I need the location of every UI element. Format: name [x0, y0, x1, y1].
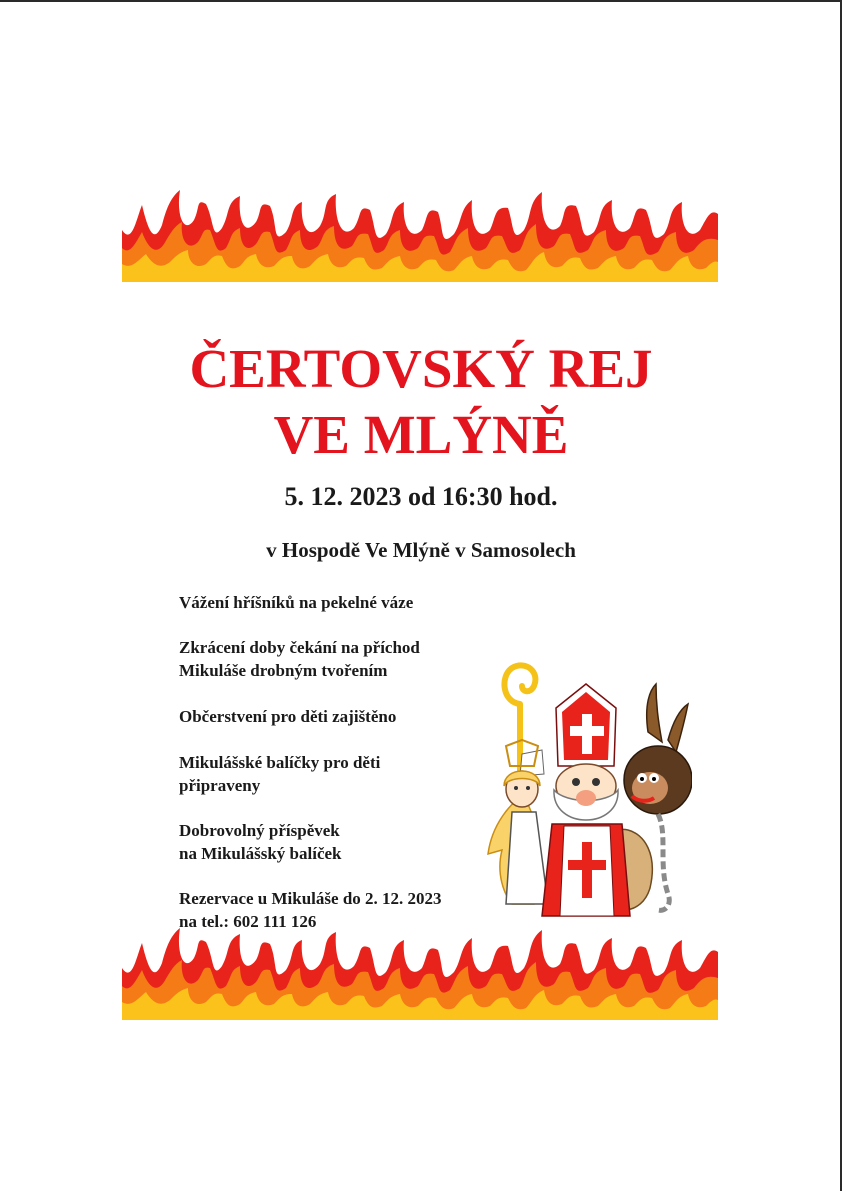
program-item-contribution	[179, 819, 342, 865]
program-item-weighing	[179, 591, 413, 614]
program-item-line: Rezervace u Mikuláše do 2. 12. 2023	[179, 889, 442, 908]
event-date-time: 5. 12. 2023 od 16:30 hod.	[284, 482, 558, 511]
program-item-line: Občerstvení pro děti zajištěno	[179, 707, 397, 726]
title-line-2: VE MLÝNĚ	[273, 404, 569, 465]
title-line-1: ČERTOVSKÝ REJ	[189, 338, 653, 399]
program-item-line: na Mikulášský balíček	[179, 844, 342, 863]
flames-top-border	[122, 190, 718, 282]
program-item-packages	[179, 751, 380, 797]
program-item-line: připraveny	[179, 776, 261, 795]
event-venue: v Hospodě Ve Mlýně v Samosolech	[266, 538, 576, 562]
program-item-line: Vážení hříšníků na pekelné váze	[179, 593, 414, 612]
program-item-line: na tel.: 602 111 126	[179, 912, 317, 931]
scan-edge-top	[0, 0, 842, 2]
mikulas-angel-devil-illustration	[482, 654, 692, 919]
program-item-line: Dobrovolný příspěvek	[179, 821, 340, 840]
program-item-line: Mikulášské balíčky pro děti	[179, 753, 381, 772]
program-item-line: Zkrácení doby čekání na příchod	[179, 638, 420, 657]
program-item-crafts	[179, 636, 420, 682]
program-item-reservation	[179, 887, 442, 933]
mikulas-icon	[542, 684, 630, 916]
flames-icon	[122, 928, 718, 1020]
program-item-line: Mikuláše drobným tvořením	[179, 661, 388, 680]
program-item-refreshments	[179, 705, 396, 728]
flames-icon	[122, 190, 718, 282]
flames-bottom-border	[122, 928, 718, 1020]
